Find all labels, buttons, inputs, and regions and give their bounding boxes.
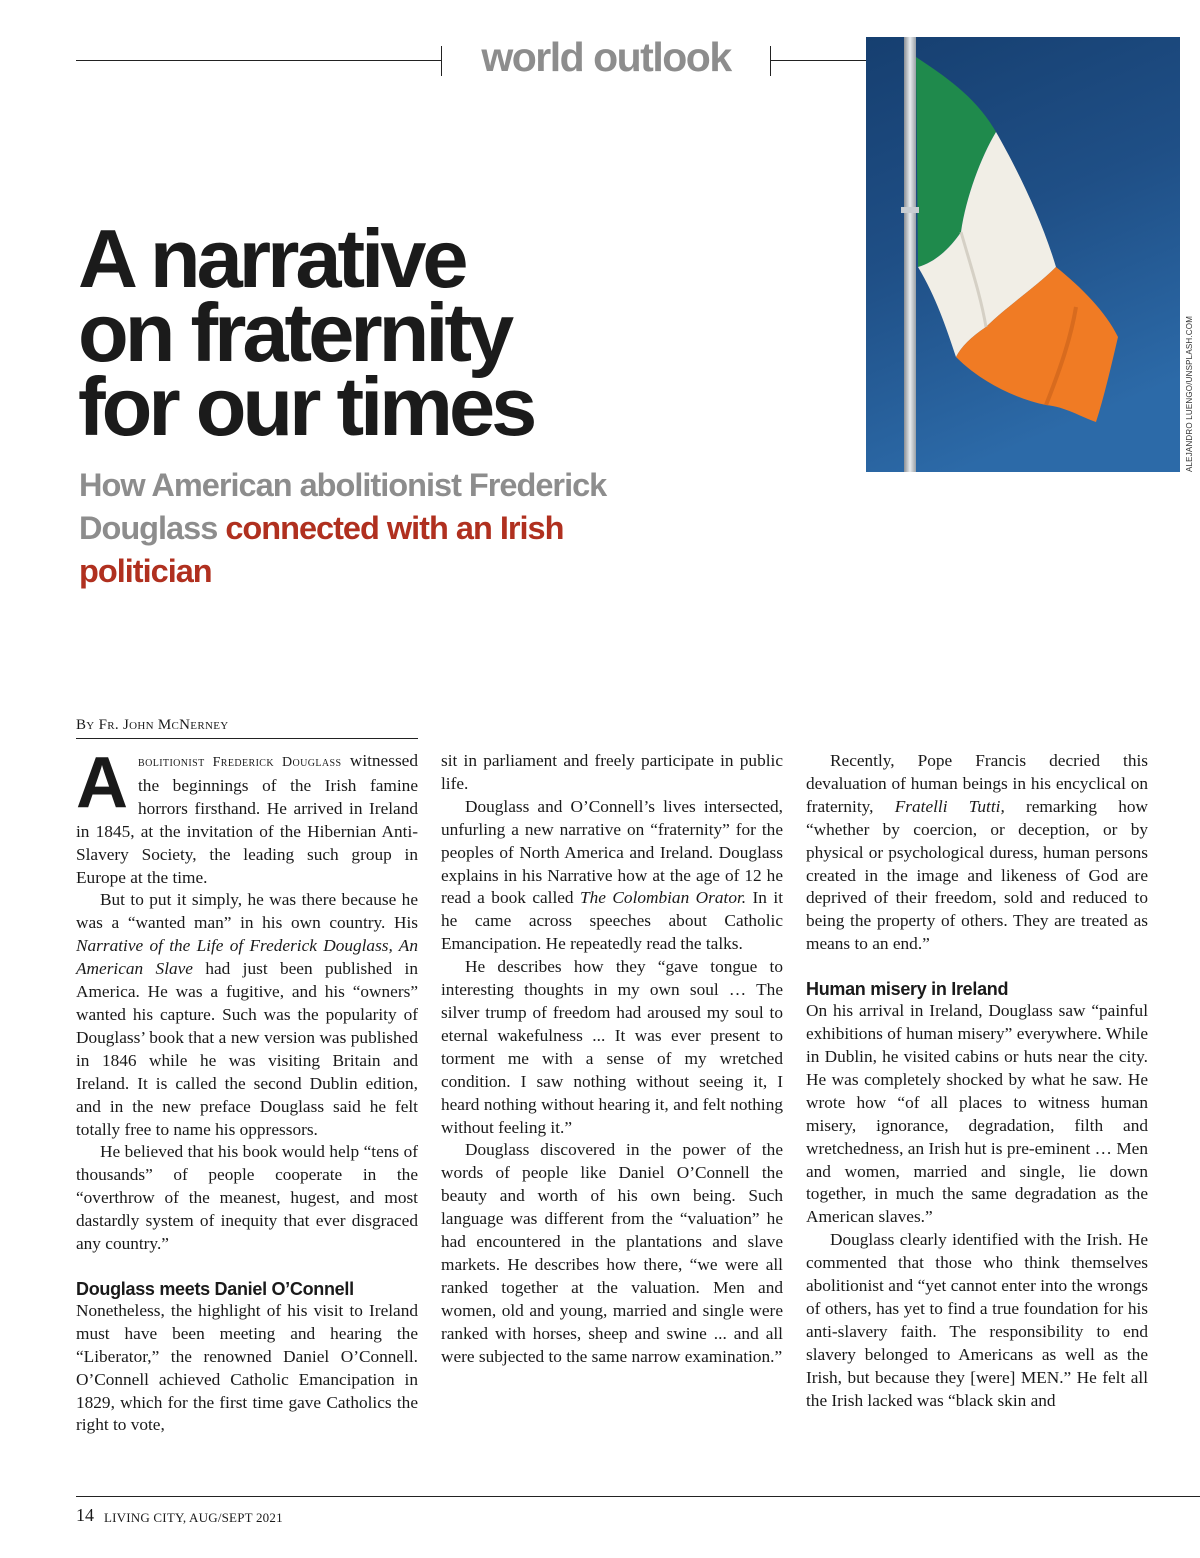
col3-paragraph-1 (806, 750, 1148, 956)
byline: By Fr. John McNerney (76, 717, 418, 739)
page-number: 14 (76, 1505, 94, 1525)
subhead-red: connected with an Irish politician (79, 510, 564, 589)
col2-p2-b: In it he came across speeches about Catholic Emancipation. He repeatedly read the talks. (441, 888, 783, 954)
headline (78, 212, 718, 453)
col2-paragraph-2 (441, 796, 783, 956)
lead-in-caps: bolitionist Frederick Douglass (138, 755, 342, 770)
col2-p2-a: Douglass and O’Connell’s lives intersected, unfurling a new narrative on “fraternity” for the peoples of North America and Ireland. Douglass explains in his Narrative how at the age of 12 he read a book called (441, 796, 783, 908)
col2-paragraph-4: Douglass discovered in the power of the words of people like Daniel O’Connell the beauty and worth of his own being. Such language was different from the “valuation” he had encountered in the plantations and slave markets. He describes how there, “we were all ranked together at the valuation. Men and women, old and young, married and single were ranked with horses, sheep and swine ... and all were subjected to the same narrow examination.” (441, 1140, 783, 1366)
col1-p2-italic: Narrative of the Life of Frederick Douglass, An American Slave (76, 936, 418, 979)
col3-p1-italic: Fratelli Tutti, (894, 796, 1005, 816)
header-rule-left (76, 60, 442, 61)
col1-p2-a: But to put it simply, he was there because he was a “wanted man” in his own country. His (76, 890, 418, 933)
col2-p2-italic: The Colombian Orator. (580, 888, 747, 908)
photo-credit: ALEJANDRO LUENGO/UNSPLASH.COM (1185, 315, 1194, 472)
irish-flag-image (866, 37, 1180, 472)
drop-cap: A (76, 743, 128, 823)
col1-paragraph-4: Nonetheless, the highlight of his visit to Ireland must have been meeting and hearing the “Liberator,” the renowned Daniel O’Connell. O’Connell achieved Catholic Emancipation in 1829, which for the first time gave Catholics the right to vote, (76, 1300, 418, 1435)
col1-paragraph-3: He believed that his book would help “tens of thousands” of people cooperate in the “overthrow of the meanest, hugest, and most dastardly system of inequity that ever disgraced any country.” (76, 1142, 418, 1254)
col1-p2-b: had just been published in America. He was a fugitive, and his “owners” wanted his capture. Such was the popularity of Douglass’ book that a new version was published in 1846 while he was visiting Britain and Ireland. It is called the second Dublin edition, and in the new preface Douglass said he felt totally free to name his oppressors. (76, 959, 418, 1139)
header-rule-right (770, 60, 866, 61)
col3-paragraph-2: On his arrival in Ireland, Douglass saw “painful exhibitions of human misery” everywhere. While in Dublin, he visited cabins or huts near the city. He was completely shocked by what he saw. He wrote how “of all places to witness human misery, ignorance, degradation, filth and wretchedness, an Irish hut is pre-eminent … Men and women, married and single, lie down together, in much the same degradation as the American slaves.” (806, 1001, 1148, 1227)
article-column-3 (806, 750, 1148, 1412)
col3-p1-a: Recently, Pope Francis decried this devaluation of human beings in his encyclical on fraternity, (806, 751, 1148, 816)
subsection-heading-2: Human misery in Ireland (806, 979, 1009, 1000)
footer-rule (76, 1496, 1200, 1497)
col2-paragraph-3: He describes how they “gave tongue to interesting thoughts in my own soul … The silver trump of freedom had aroused my soul to eternal wakefulness ... It was ever present to torment me with a sense of my wretched condition. I saw nothing without seeing it, I heard nothing without hearing it, and felt nothing without feeling it.” (441, 957, 783, 1137)
col1-paragraph-2 (76, 889, 418, 1141)
subsection-heading-1: Douglass meets Daniel O’Connell (76, 1278, 354, 1299)
col2-paragraph-1: sit in parliament and freely participate in public life. (441, 751, 783, 793)
col1-paragraph-1 (76, 743, 418, 889)
article-column-2 (441, 750, 783, 1368)
col3-paragraph-3: Douglass clearly identified with the Irish. He commented that those who think themselves abolitionist and “yet cannot enter into the wrongs of others, has yet to find a true foundation for his anti-slavery faith. The responsibility to end slavery belonged to Americans as well as the Irish, but because they [were] MEN.” He felt all the Irish lacked was “black skin and (806, 1230, 1148, 1410)
publication-info: LIVING CITY, AUG/SEPT 2021 (104, 1510, 283, 1525)
headline-line-1: A narrative (78, 212, 465, 305)
subheadline (79, 464, 699, 593)
subhead-gray: How American abolitionist Frederick Douglass (79, 467, 607, 546)
col1-p1-text: witnessed the beginnings of the Irish famine horrors firsthand. He arrived in Ireland in 1845, at the invitation of the Hibernian Anti-Slavery Society, the leading such group in Europe at the time. (76, 751, 418, 887)
irish-flag-photo (866, 37, 1180, 472)
headline-line-2: on fraternity (78, 286, 511, 379)
header-tick-right (770, 46, 771, 76)
col3-p1-b: remarking how “whether by coercion, or deception, or by physical or psychological duress, human persons created in the image and likeness of God are deprived of their freedom, sold and reduced to being the property of others. They are treated as means to an end.” (806, 796, 1148, 954)
article-column-1 (76, 743, 418, 1437)
headline-line-3: for our times (78, 360, 534, 453)
section-label: world outlook (481, 34, 731, 80)
